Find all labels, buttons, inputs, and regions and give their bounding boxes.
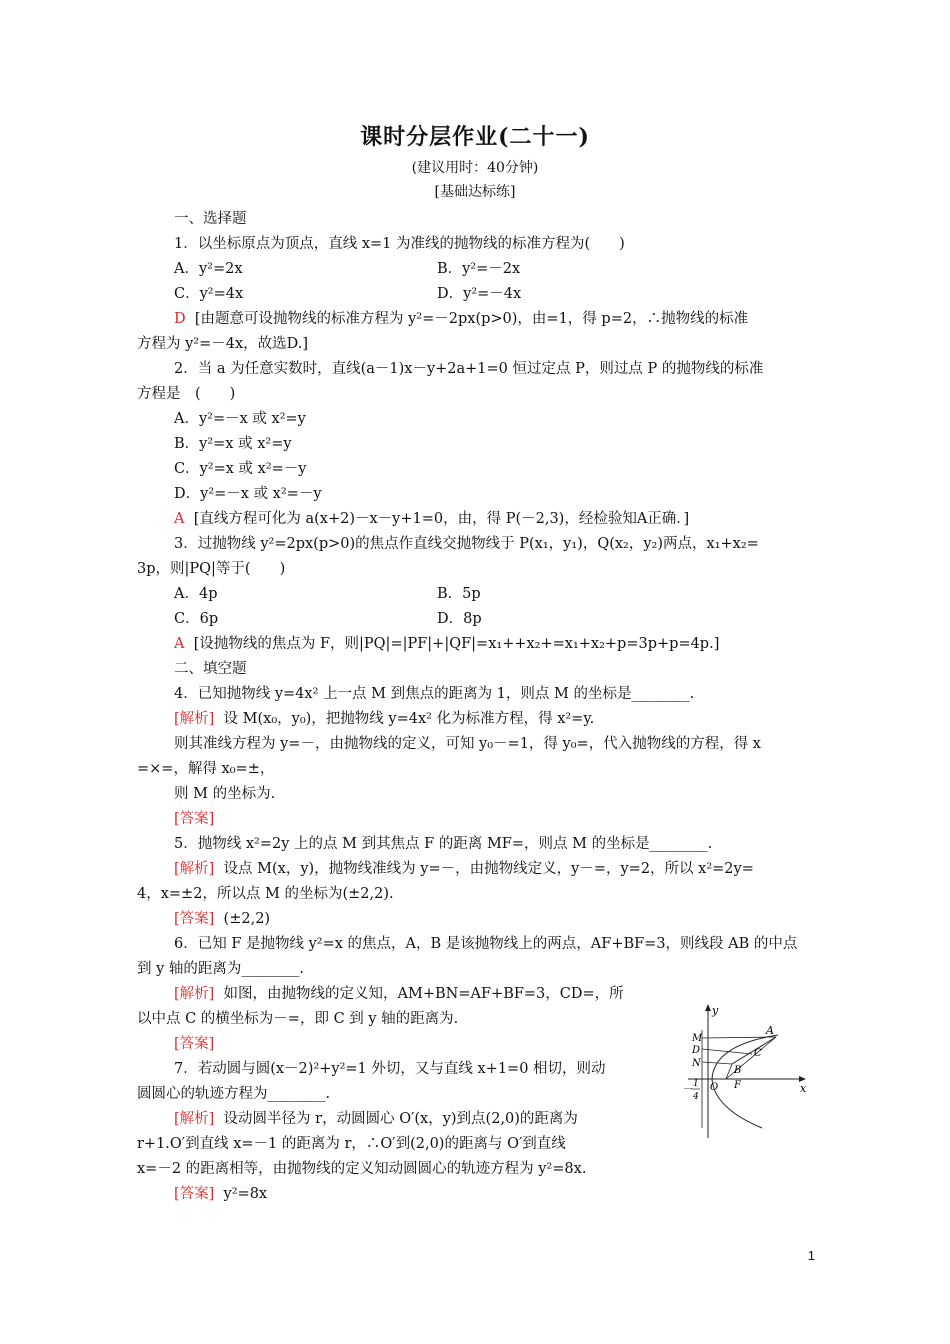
label-c: C — [754, 1048, 762, 1059]
analysis-line: [解析] 设 M(x₀，y₀)，把抛物线 y=4x² 化为标准方程，得 x²=y. — [174, 711, 595, 727]
y-axis-arrow — [705, 1004, 711, 1011]
section-heading: 二、填空题 — [174, 661, 247, 677]
label-numerator: 1 — [693, 1079, 699, 1089]
analysis-line: [解析] 如图，由抛物线的定义知，AM+BN=AF+BF=3，CD=，所 — [174, 986, 624, 1002]
answer-tag-line: [答案] y²=8x — [174, 1186, 268, 1202]
answer-tag: [答案] — [174, 1036, 215, 1052]
option-c: C．y²=x 或 x²=－y — [174, 461, 307, 477]
label-a: A — [766, 1024, 774, 1037]
question-line: 1．以坐标原点为顶点，直线 x=1 为准线的抛物线的标准方程为( ) — [174, 236, 625, 252]
label-d: D — [692, 1045, 701, 1056]
label-b: B — [734, 1065, 742, 1076]
option-c: C．y²=4x — [174, 286, 244, 302]
answer-line: A [设抛物线的焦点为 F，则|PQ|=|PF|+|QF|=x₁++x₂+=x₁+x₂+p=3p+p=4p.] — [174, 636, 720, 652]
question-line: 4．已知抛物线 y=4x² 上一点 M 到焦点的距离为 1，则点 M 的坐标是________. — [174, 686, 695, 702]
label-o: O — [710, 1082, 719, 1093]
option-d: D．8p — [437, 611, 482, 627]
question-line: 方程是 ( ) — [137, 386, 236, 402]
question-line: 7．若动圆与圆(x－2)²+y²=1 外切，又与直线 x+1=0 相切，则动 — [174, 1061, 606, 1077]
label-minus: － — [682, 1084, 692, 1095]
answer-tag: [答案] — [174, 811, 215, 827]
section-heading: 一、选择题 — [174, 211, 247, 227]
answer-tag-line — [174, 809, 214, 829]
answer-letter: A — [174, 511, 185, 527]
analysis-line: x=－2 的距离相等，由抛物线的定义知动圆圆心的轨迹方程为 y²=8x. — [137, 1161, 587, 1177]
answer-tag-line: [答案] (±2,2) — [174, 911, 271, 927]
question-line: 2．当 a 为任意实数时，直线(a－1)x－y+2a+1=0 恒过定点 P，则过点 P 的抛物线的标准 — [174, 361, 764, 377]
answer-tag-line — [174, 1034, 214, 1054]
option-b: B．y²=x 或 x²=y — [174, 436, 292, 452]
label-x: x — [800, 1082, 807, 1095]
analysis-line: r+1.O′到直线 x=－1 的距离为 r，∴O′到(2,0)的距离与 O′到直线 — [137, 1136, 566, 1152]
option-b: B．5p — [437, 586, 481, 602]
answer-line: D [由题意可设抛物线的标准方程为 y²=－2px(p>0)，由=1，得 p=2，∴抛物线的标准 — [174, 311, 749, 327]
analysis-line: 以中点 C 的横坐标为－=，即 C 到 y 轴的距离为. — [137, 1011, 459, 1027]
option-a: A．y²=2x — [174, 261, 243, 277]
analysis-line: 则其准线方程为 y=－，由抛物线的定义，可知 y₀－=1，得 y₀=，代入抛物线的方程，得 x — [174, 736, 761, 752]
question-line: 到 y 轴的距离为________. — [137, 961, 305, 977]
page-number: 1 — [807, 1248, 815, 1263]
analysis-tag: [解析] — [174, 711, 215, 727]
option-d: D．y²=－x 或 x²=－y — [174, 486, 322, 502]
analysis-line: 4，x=±2，所以点 M 的坐标为(±2,2). — [137, 886, 394, 902]
question-line: 6．已知 F 是抛物线 y²=x 的焦点，A，B 是该抛物线上的两点，AF+BF=3，则线段 AB 的中点 — [174, 936, 798, 952]
analysis-line: 则 M 的坐标为. — [174, 786, 276, 802]
question-line: 3．过抛物线 y²=2px(p>0)的焦点作直线交抛物线于 P(x₁，y₁)，Q(x₂，y₂)两点，x₁+x₂= — [174, 536, 759, 552]
analysis-line: [解析] 设点 M(x，y)，抛物线准线为 y=－，由抛物线定义，y－=，y=2，所以 x²=2y= — [174, 861, 754, 877]
option-c: C．6p — [174, 611, 219, 627]
question-line: 3p，则|PQ|等于( ) — [137, 561, 286, 577]
analysis-line: [解析] 设动圆半径为 r，动圆圆心 O′(x，y)到点(2,0)的距离为 — [174, 1111, 578, 1127]
answer-line: A [直线方程可化为 a(x+2)－x－y+1=0，由，得 P(－2,3)，经检验知A正确．] — [174, 511, 690, 527]
analysis-tag: [解析] — [174, 1111, 215, 1127]
label-y: y — [712, 1004, 719, 1017]
analysis-tag: [解析] — [174, 861, 215, 877]
level-heading: [基础达标练] — [434, 184, 516, 200]
option-a: A．4p — [174, 586, 218, 602]
answer-tag: [答案] — [174, 911, 215, 927]
parabola-figure — [680, 1000, 815, 1140]
answer-line: 方程为 y²=－4x，故选D.] — [137, 336, 309, 352]
option-b: B．y²=－2x — [437, 261, 521, 277]
option-a: A．y²=－x 或 x²=y — [174, 411, 306, 427]
page-title: 课时分层作业(二十一) — [360, 124, 590, 150]
time-hint: (建议用时：40分钟) — [411, 160, 539, 176]
analysis-line: =×=，解得 x₀=±， — [137, 761, 275, 777]
answer-letter: A — [174, 636, 185, 652]
answer-letter: D — [174, 311, 186, 327]
answer-tag: [答案] — [174, 1186, 215, 1202]
label-m: M — [692, 1033, 703, 1044]
analysis-tag: [解析] — [174, 986, 215, 1002]
option-d: D．y²=－4x — [437, 286, 522, 302]
question-line: 圆圆心的轨迹方程为________. — [137, 1086, 331, 1102]
label-n: N — [692, 1058, 701, 1069]
label-denominator: 4 — [693, 1092, 699, 1102]
label-f: F — [734, 1080, 741, 1091]
question-line: 5．抛物线 x²=2y 上的点 M 到其焦点 F 的距离 MF=，则点 M 的坐标是________. — [174, 836, 713, 852]
